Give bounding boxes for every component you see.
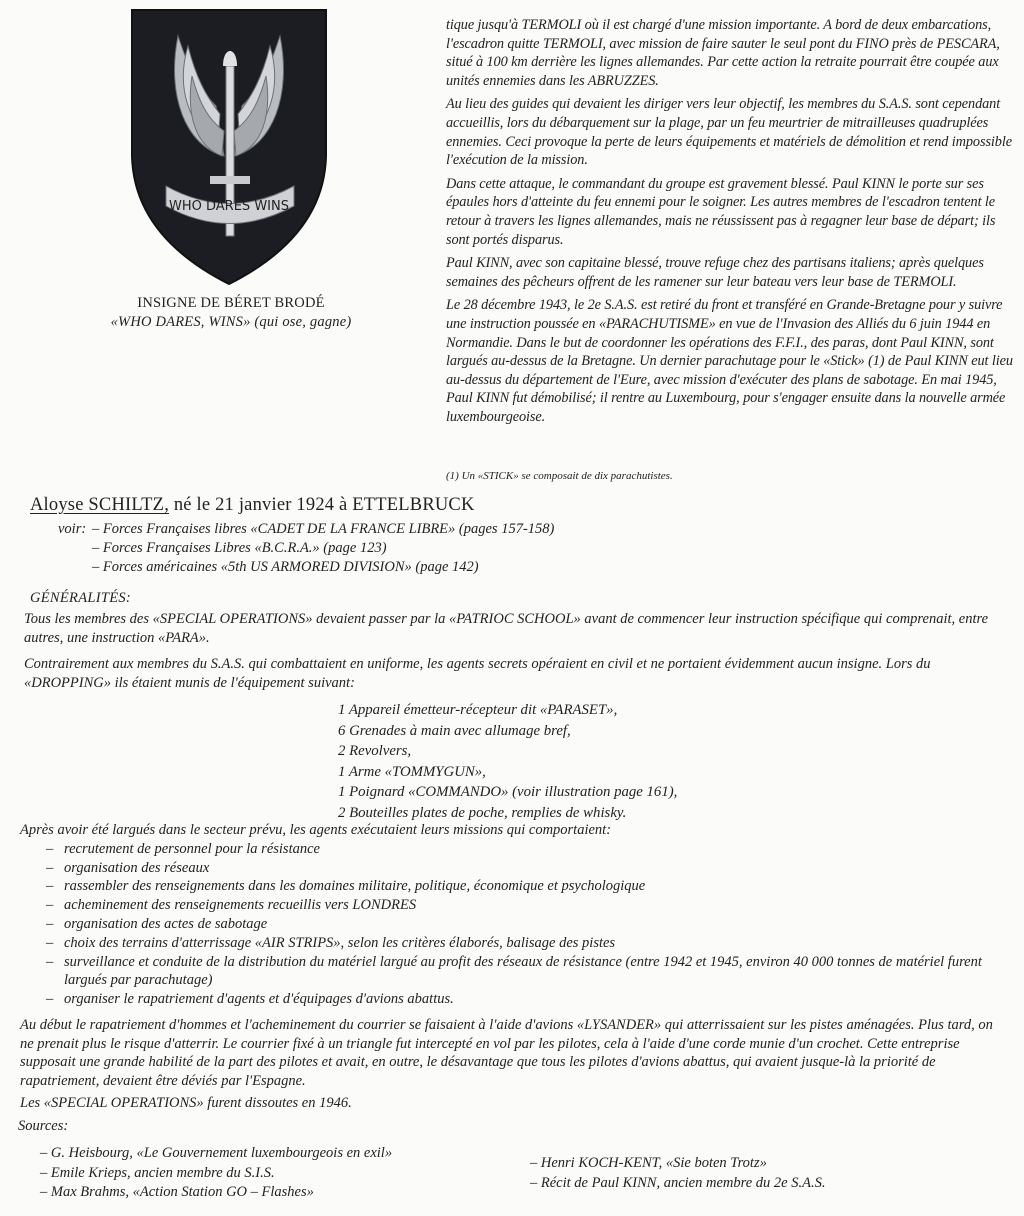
source-item: – G. Heisbourg, «Le Gouvernement luxembourgeois en exil» — [40, 1144, 392, 1164]
person-heading — [30, 495, 475, 516]
cross-references — [58, 520, 554, 577]
list-item: – rassembler des renseignements dans les domaines militaire, politique, économique et psychologique — [46, 877, 1010, 896]
equipment-item: 2 Revolvers, — [338, 743, 412, 759]
generalites-body — [24, 610, 996, 700]
sources-list-right — [530, 1153, 825, 1193]
list-item: – organiser le rapatriement d'agents et d'équipages d'avions abattus. — [46, 990, 1010, 1009]
badge-caption-line1: INSIGNE DE BÉRET BRODÉ — [137, 295, 325, 311]
missions-list — [20, 840, 1010, 1009]
list-item: – acheminement des renseignements recueillis vers LONDRES — [46, 896, 1010, 915]
equipment-list — [338, 700, 677, 823]
badge-caption-line2: «WHO DARES, WINS» (qui ose, gagne) — [110, 314, 352, 330]
sources-list-left — [40, 1144, 392, 1203]
paragraph: Contrairement aux membres du S.A.S. qui combattaient en uniforme, les agents secrets opéraient en civil et ne portaient évidemment aucun insigne. Lors du «DROPPING» ils étaient munis de l'équipement suivant: — [24, 656, 931, 691]
list-item: – organisation des réseaux — [46, 859, 1010, 878]
paragraph: Au début le rapatriement d'hommes et l'acheminement du courrier se faisaient à l'aide d'avions «LYSANDER» qui atterrissaient sur les pistes aménagées. Plus tard, on ne prenait plus le risque d'atterrir. Le courrier fixé à un triangle fut intercepté en vol par les pilotes, cela à l'aide d'une corde munie d'un crochet. Cette entreprise supposait une grande habilité de la part des pilotes et avait, en outre, le désavantage que tous les pilotes d'avions abattus, qui avaient jusque-là la priorité de rapatriement, devaient être déviés par l'Espagne. — [20, 1017, 993, 1089]
closing-text — [20, 1016, 1005, 1117]
footnote: (1) Un «STICK» se composait de dix parachutistes. — [446, 470, 673, 482]
badge-caption — [96, 294, 366, 332]
source-item: – Récit de Paul KINN, ancien membre du 2e S.A.S. — [530, 1173, 825, 1193]
voir-item: – Forces Françaises Libres «B.C.R.A.» (page 123) — [92, 540, 387, 556]
equipment-item: 6 Grenades à main avec allumage bref, — [338, 722, 571, 739]
paragraph: Au lieu des guides qui devaient les diriger vers leur objectif, les membres du S.A.S. sont cependant accueillis, lors du débarquement sur la plage, par un feu meurtrier de mitrailleuses quadruplées ennemies. Ceci provoque la perte de leurs équipements et matériels de démolition et rend impossible l'exécution de la mission. — [446, 96, 1012, 169]
source-item: – Henri KOCH-KENT, «Sie boten Trotz» — [530, 1153, 825, 1173]
paragraph: Tous les membres des «SPECIAL OPERATIONS» devaient passer par la «PATRIOC SCHOOL» avant de commencer leur instruction spécifique qui comprenait, entre autres, une instruction «PARA». — [24, 611, 989, 646]
voir-item: – Forces américaines «5th US ARMORED DIVISION» (page 142) — [92, 559, 479, 575]
person-name: Aloyse SCHILTZ, — [30, 495, 170, 515]
source-item: – Emile Krieps, ancien membre du S.I.S. — [40, 1164, 392, 1184]
sas-badge-image — [126, 6, 332, 288]
equipment-item: 1 Poignard «COMMANDO» (voir illustration page 161), — [338, 784, 678, 800]
missions-section — [20, 821, 1010, 1009]
paragraph: Le 28 décembre 1943, le 2e S.A.S. est retiré du front et transféré en Grande-Bretagne pour y suivre une instruction poussée en «PARACHUTISME» en vue de l'Invasion des Alliés du 6 juin 1944 en Normandie. Dans le but de coordonner les opérations des F.F.I., des paras, dont Paul KINN, sont largués au-dessus de la Bretagne. Un dernier parachutage pour le «Stick» (1) de Paul KINN eut lieu au-dessus du département de l'Eure, avec mission d'exécuter des plans de sabotage. En mai 1945, Paul KINN fut démobilisé; il rentre au Luxembourg, pour s'engager ensuite dans la nouvelle armée luxembourgeoise. — [446, 297, 1013, 425]
list-item: – surveillance et conduite de la distribution du matériel largué au profit des réseaux de résistance (entre 1942 et 1945, environ 40 000 tonnes de matériel furent largués par parachutage) — [46, 953, 1010, 991]
paragraph: Les «SPECIAL OPERATIONS» furent dissoutes en 1946. — [20, 1095, 352, 1112]
paragraph: tique jusqu'à TERMOLI où il est chargé d'une mission importante. A bord de deux embarcations, l'escadron quitte TERMOLI, avec mission de faire sauter le seul pont du FINO près de PESCARA, situé à 100 km derrière les lignes allemandes. Par cette action la retraite pourrait être coupée aux unités ennemies dans les ABRUZZES. — [446, 17, 1000, 89]
section-title: GÉNÉRALITÉS: — [30, 590, 132, 606]
person-birth: né le 21 janvier 1924 à ETTELBRUCK — [169, 495, 475, 515]
equipment-item: 2 Bouteilles plates de poche, remplies de whisky. — [338, 804, 627, 821]
paragraph: Paul KINN, avec son capitaine blessé, trouve refuge chez des partisans italiens; après quelques semaines des pêcheurs offrent de les ramener sur leur bateau vers leur base de TERMOLI. — [446, 255, 984, 290]
source-item: – Max Brahms, «Action Station GO – Flashes» — [40, 1183, 392, 1203]
list-item: – organisation des actes de sabotage — [46, 915, 1010, 934]
top-narrative — [446, 16, 1016, 431]
equipment-item: 1 Arme «TOMMYGUN», — [338, 763, 486, 780]
voir-label: voir: — [58, 521, 87, 537]
list-item: – choix des terrains d'atterrissage «AIR STRIPS», selon les critères élaborés, balisage des pistes — [46, 934, 1010, 953]
paragraph: Dans cette attaque, le commandant du groupe est gravement blessé. Paul KINN le porte sur ses épaules hors d'atteinte du feu ennemi pour le soigner. Les autres membres de l'escadron tentent le retour à travers les lignes allemandes, mais ne réussissent pas à regagner leur base de départ; ils sont portés disparus. — [446, 175, 996, 248]
list-item: – recrutement de personnel pour la résistance — [46, 840, 1010, 859]
badge-motto: WHO DARES WINS — [169, 199, 289, 214]
sources-label: Sources: — [18, 1118, 69, 1134]
voir-item: – Forces Françaises libres «CADET DE LA FRANCE LIBRE» (pages 157-158) — [92, 521, 555, 537]
missions-intro: Après avoir été largués dans le secteur prévu, les agents exécutaient leurs missions qui comportaient: — [20, 822, 612, 838]
equipment-item: 1 Appareil émetteur-récepteur dit «PARASET», — [338, 702, 618, 718]
